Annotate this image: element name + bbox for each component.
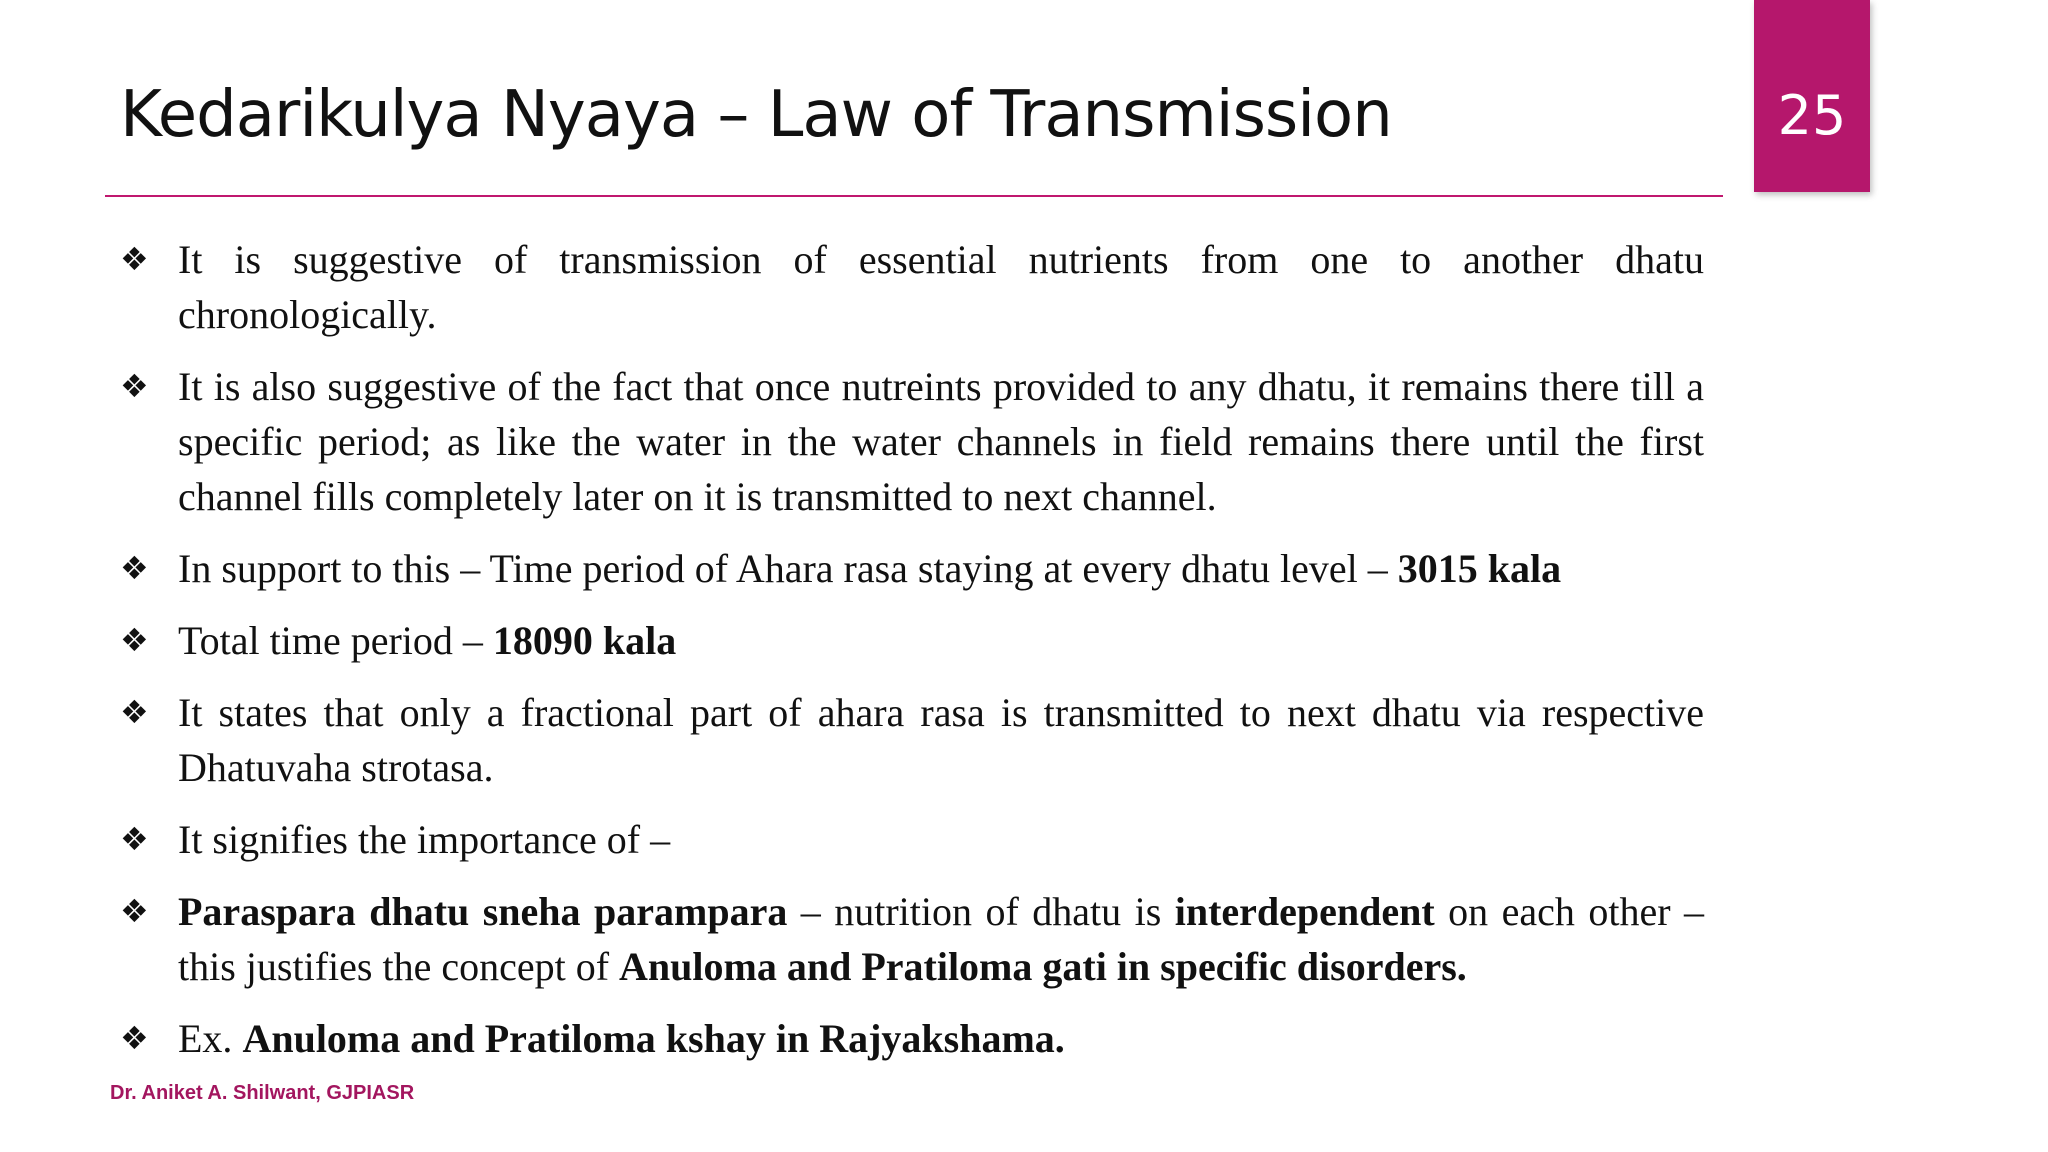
- bullet-text: [178, 237, 1704, 337]
- bullet-item: [120, 541, 1704, 596]
- bullet-text-segment: It is also suggestive of the fact that once nutreints provided to any dhatu, it remains there till a specific period; as like the water in the water channels in field remains there until the first channel fills completely later on it is transmitted to next channel.: [178, 364, 1704, 519]
- bullet-item: [120, 613, 1704, 668]
- bullet-text-segment: It is suggestive of transmission of essential nutrients from one to another dhatu chronologically.: [178, 237, 1704, 337]
- bullet-text-segment: In support to this – Time period of Ahara rasa staying at every dhatu level –: [178, 546, 1398, 591]
- diamond-bullet-icon: ❖: [120, 1019, 149, 1057]
- bullet-item: [120, 685, 1704, 795]
- bullet-text: [178, 546, 1561, 591]
- page-number-badge: [1754, 0, 1870, 192]
- bullet-item: [120, 359, 1704, 524]
- diamond-bullet-icon: ❖: [120, 892, 149, 930]
- bullet-text-segment: It signifies the importance of –: [178, 817, 671, 862]
- bullet-item: [120, 232, 1704, 342]
- bullet-text-bold: Anuloma and Pratiloma gati in specific disorders.: [619, 944, 1467, 989]
- bullet-item: [120, 884, 1704, 994]
- bullet-text: [178, 889, 1704, 989]
- slide-title: Kedarikulya Nyaya – Law of Transmission: [120, 78, 1392, 152]
- bullet-text-segment: on each other – this justifies the concept of: [178, 889, 1704, 989]
- diamond-bullet-icon: ❖: [120, 240, 149, 278]
- bullet-text-segment: Ex.: [178, 1016, 243, 1061]
- bullet-text-bold: 3015 kala: [1397, 546, 1562, 591]
- bullet-text-bold: Anuloma and Pratiloma kshay in Rajyakshama.: [242, 1016, 1065, 1061]
- bullet-text-segment: – nutrition of dhatu is: [787, 889, 1175, 934]
- bullet-text-bold: interdependent: [1174, 889, 1435, 934]
- bullet-text: [178, 817, 670, 862]
- diamond-bullet-icon: ❖: [120, 693, 149, 731]
- diamond-bullet-icon: ❖: [120, 621, 149, 659]
- bullet-text-bold: Paraspara dhatu sneha parampara: [178, 889, 788, 934]
- bullet-text: [178, 364, 1704, 519]
- footer-author: Dr. Aniket A. Shilwant, GJPIASR: [110, 1082, 415, 1104]
- diamond-bullet-icon: ❖: [120, 367, 149, 405]
- bullet-item: [120, 812, 1704, 867]
- bullet-text-segment: Total time period –: [178, 618, 493, 663]
- bullet-text: [178, 690, 1704, 790]
- bullet-list: [120, 232, 1704, 1083]
- bullet-text-bold: 18090 kala: [492, 618, 677, 663]
- bullet-text: [178, 618, 676, 663]
- diamond-bullet-icon: ❖: [120, 549, 149, 587]
- bullet-text: [178, 1016, 1065, 1061]
- bullet-item: [120, 1011, 1704, 1066]
- diamond-bullet-icon: ❖: [120, 820, 149, 858]
- bullet-text-segment: It states that only a fractional part of ahara rasa is transmitted to next dhatu via respective Dhatuvaha strotasa.: [178, 690, 1704, 790]
- page-number: 25: [1777, 84, 1847, 147]
- title-divider: [105, 195, 1723, 197]
